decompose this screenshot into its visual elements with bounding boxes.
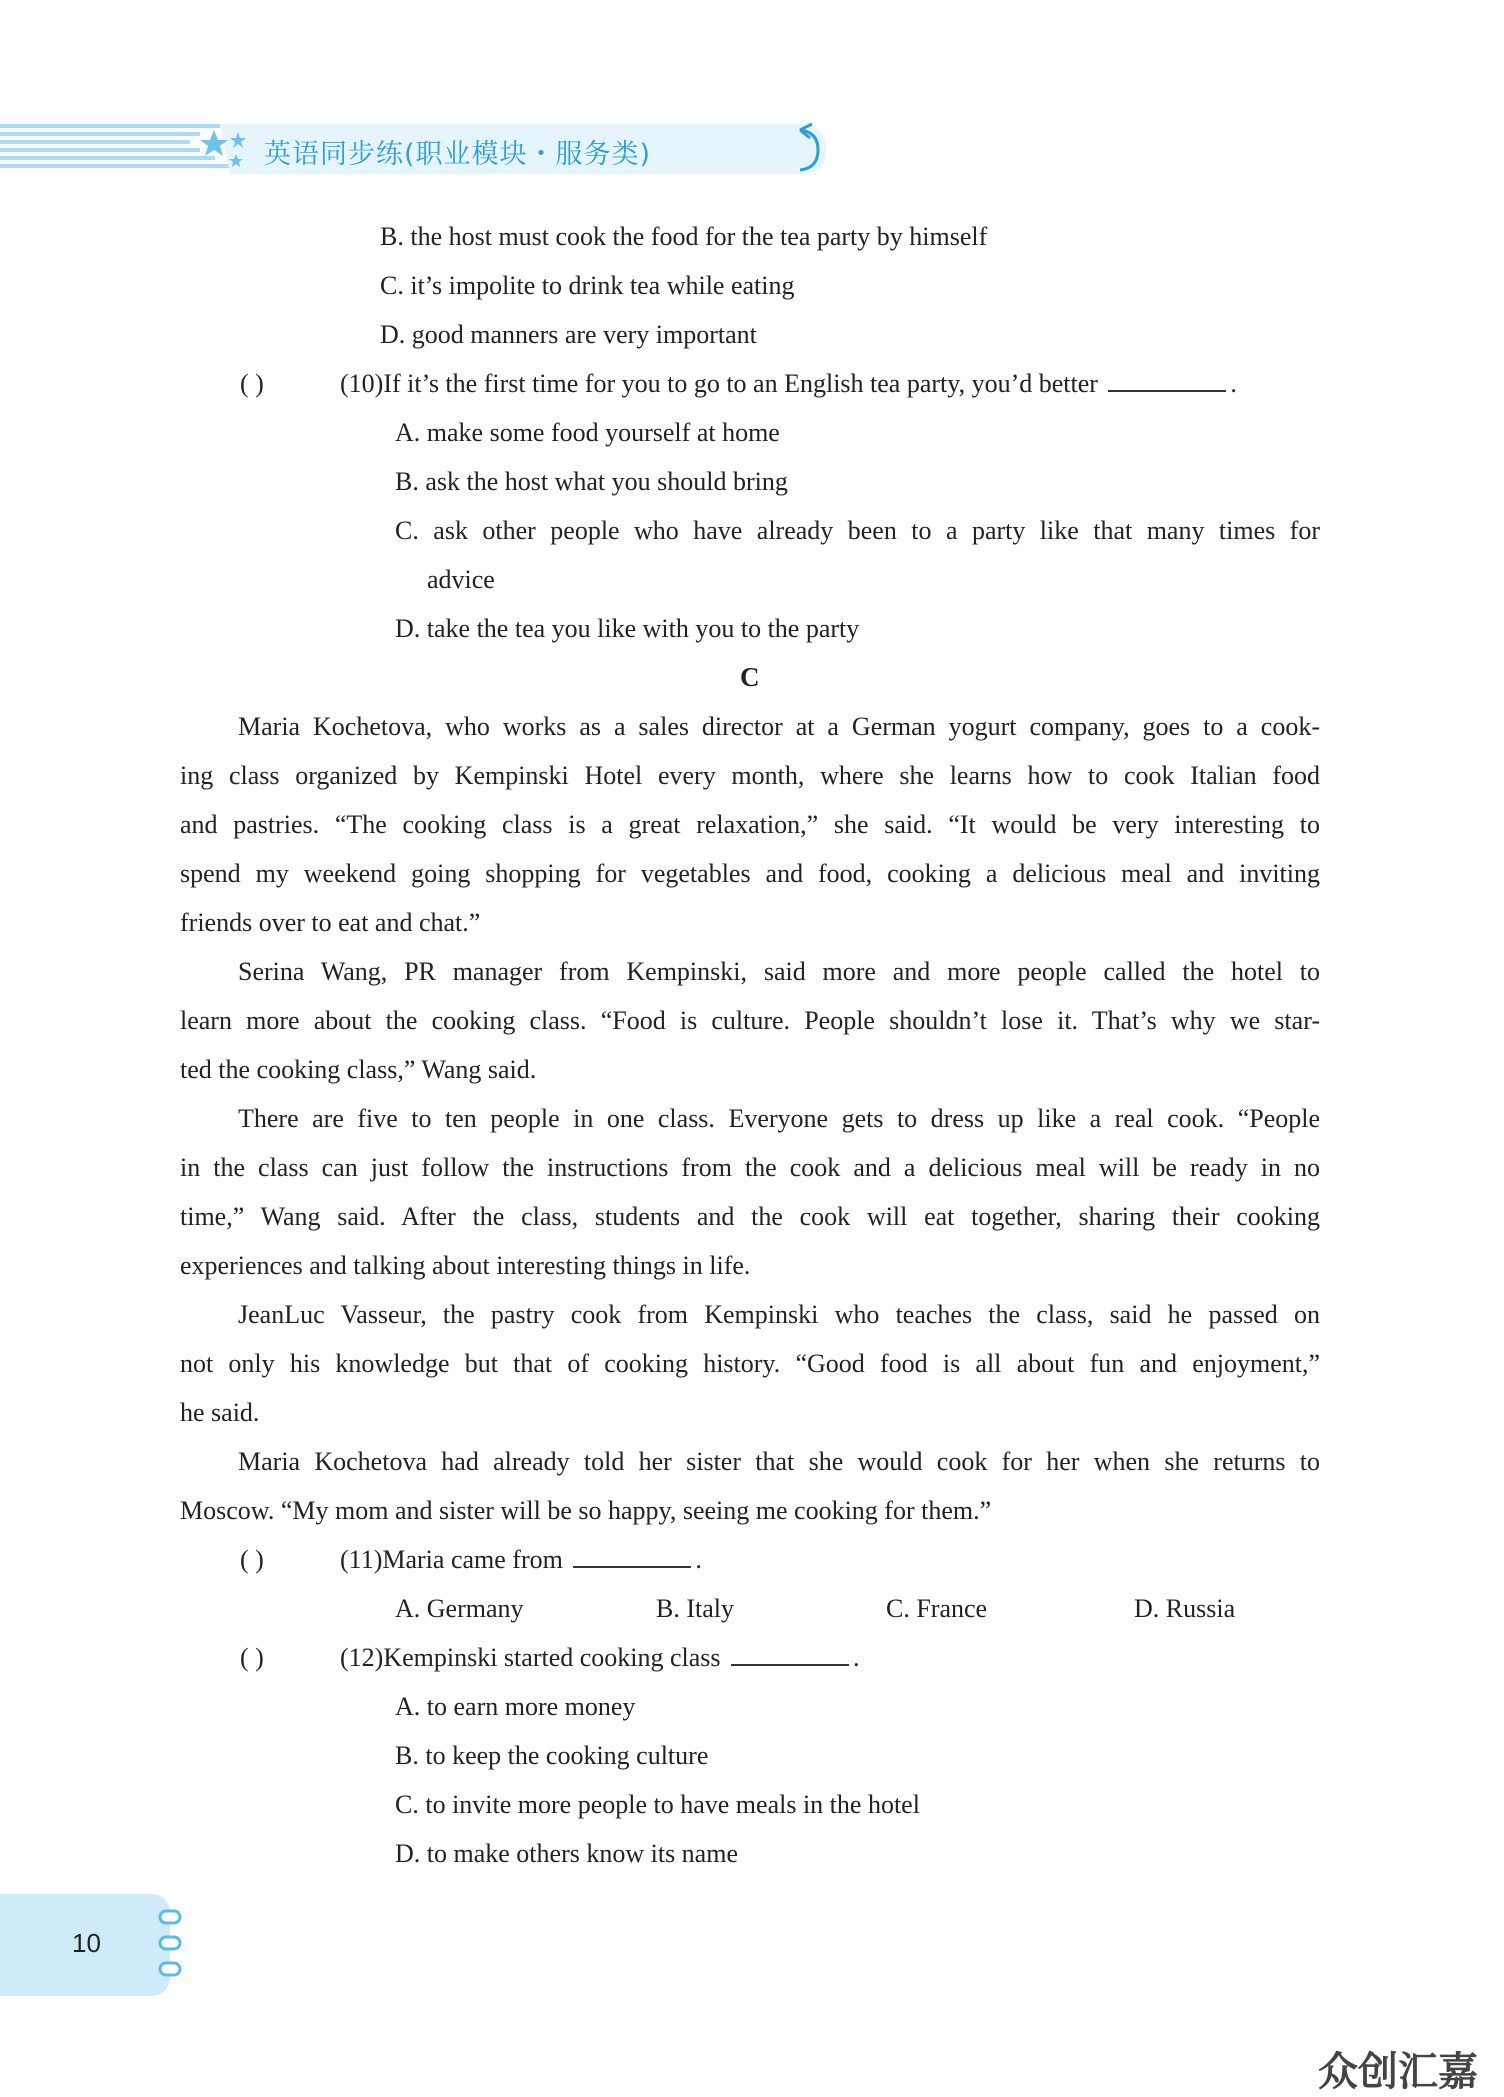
passage-line: and pastries. “The cooking class is a great relaxation,” she said. “It would be very interesting to <box>180 810 1320 839</box>
question-text: If it’s the first time for you to go to an English tea party, you’d better <box>383 369 1098 398</box>
q11-stem <box>340 1535 702 1584</box>
passage-line: ing class organized by Kempinski Hotel every month, where she learns how to cook Italian food <box>180 761 1320 790</box>
passage-line: Serina Wang, PR manager from Kempinski, said more and more people called the hotel to <box>238 957 1320 986</box>
q11-answer-bracket[interactable]: ( ) <box>240 1545 264 1574</box>
section-heading: C <box>740 662 760 692</box>
q9-option-d: D. good manners are very important <box>380 320 757 349</box>
page-header-title: 英语同步练(职业模块・服务类) <box>264 139 652 170</box>
passage-line: There are five to ten people in one class. Everyone gets to dress up like a real cook. “People <box>238 1104 1320 1133</box>
passage-line: Maria Kochetova, who works as a sales director at a German yogurt company, goes to a cook- <box>238 712 1320 741</box>
q11-option-b: B. Italy <box>656 1594 734 1623</box>
q10-answer-bracket[interactable]: ( ) <box>240 369 264 398</box>
passage-line: in the class can just follow the instructions from the cook and a delicious meal will be ready in no <box>180 1153 1320 1182</box>
passage-line: Maria Kochetova had already told her sister that she would cook for her when she returns to <box>238 1447 1320 1476</box>
q12-stem <box>340 1633 860 1682</box>
answer-blank[interactable] <box>1108 364 1226 392</box>
question-end: . <box>853 1643 860 1672</box>
passage-line: not only his knowledge but that of cooking history. “Good food is all about fun and enjoyment,” <box>180 1349 1320 1378</box>
q11-option-a: A. Germany <box>395 1594 524 1623</box>
answer-blank[interactable] <box>731 1638 849 1666</box>
question-number: (12) <box>340 1643 384 1672</box>
question-end: . <box>1230 369 1237 398</box>
passage-line: JeanLuc Vasseur, the pastry cook from Kempinski who teaches the class, said he passed on <box>238 1300 1320 1329</box>
q12-option-c: C. to invite more people to have meals in the hotel <box>395 1790 920 1819</box>
question-end: . <box>695 1545 702 1574</box>
q11-option-d: D. Russia <box>1134 1594 1236 1623</box>
q10-option-c-continued: advice <box>427 565 495 594</box>
q12-option-a: A. to earn more money <box>395 1692 636 1721</box>
passage-line: ted the cooking class,” Wang said. <box>180 1055 537 1084</box>
passage-line: learn more about the cooking class. “Food is culture. People shouldn’t lose it. That’s why we star- <box>180 1006 1320 1035</box>
q9-option-b: B. the host must cook the food for the tea party by himself <box>380 222 988 251</box>
q10-option-a: A. make some food yourself at home <box>395 418 780 447</box>
question-text: Kempinski started cooking class <box>383 1643 721 1672</box>
q10-option-b: B. ask the host what you should bring <box>395 467 788 496</box>
passage-line: spend my weekend going shopping for vegetables and food, cooking a delicious meal and inviting <box>180 859 1320 888</box>
watermark-logo: 众创汇嘉 <box>1318 2049 1478 2095</box>
q10-option-c: C. ask other people who have already been to a party like that many times for <box>395 516 1320 545</box>
passage-line: friends over to eat and chat.” <box>180 908 481 937</box>
q9-option-c: C. it’s impolite to drink tea while eating <box>380 271 795 300</box>
question-text: Maria came from <box>382 1545 563 1574</box>
q12-answer-bracket[interactable]: ( ) <box>240 1643 264 1672</box>
answer-blank[interactable] <box>573 1540 691 1568</box>
question-number: (11) <box>340 1545 383 1574</box>
passage-line: Moscow. “My mom and sister will be so happy, seeing me cooking for them.” <box>180 1496 992 1525</box>
question-number: (10) <box>340 369 384 398</box>
q10-option-d: D. take the tea you like with you to the party <box>395 614 860 643</box>
passage-line: experiences and talking about interesting things in life. <box>180 1251 751 1280</box>
q12-option-d: D. to make others know its name <box>395 1839 738 1868</box>
page-number: 10 <box>72 1928 101 1958</box>
q12-option-b: B. to keep the cooking culture <box>395 1741 709 1770</box>
q10-stem <box>340 359 1237 408</box>
q11-option-c: C. France <box>886 1594 988 1623</box>
passage-line: he said. <box>180 1398 260 1427</box>
star-icon <box>200 128 250 174</box>
passage-line: time,” Wang said. After the class, students and the cook will eat together, sharing their cooking <box>180 1202 1320 1231</box>
decorative-rings-icon <box>157 1905 185 1985</box>
